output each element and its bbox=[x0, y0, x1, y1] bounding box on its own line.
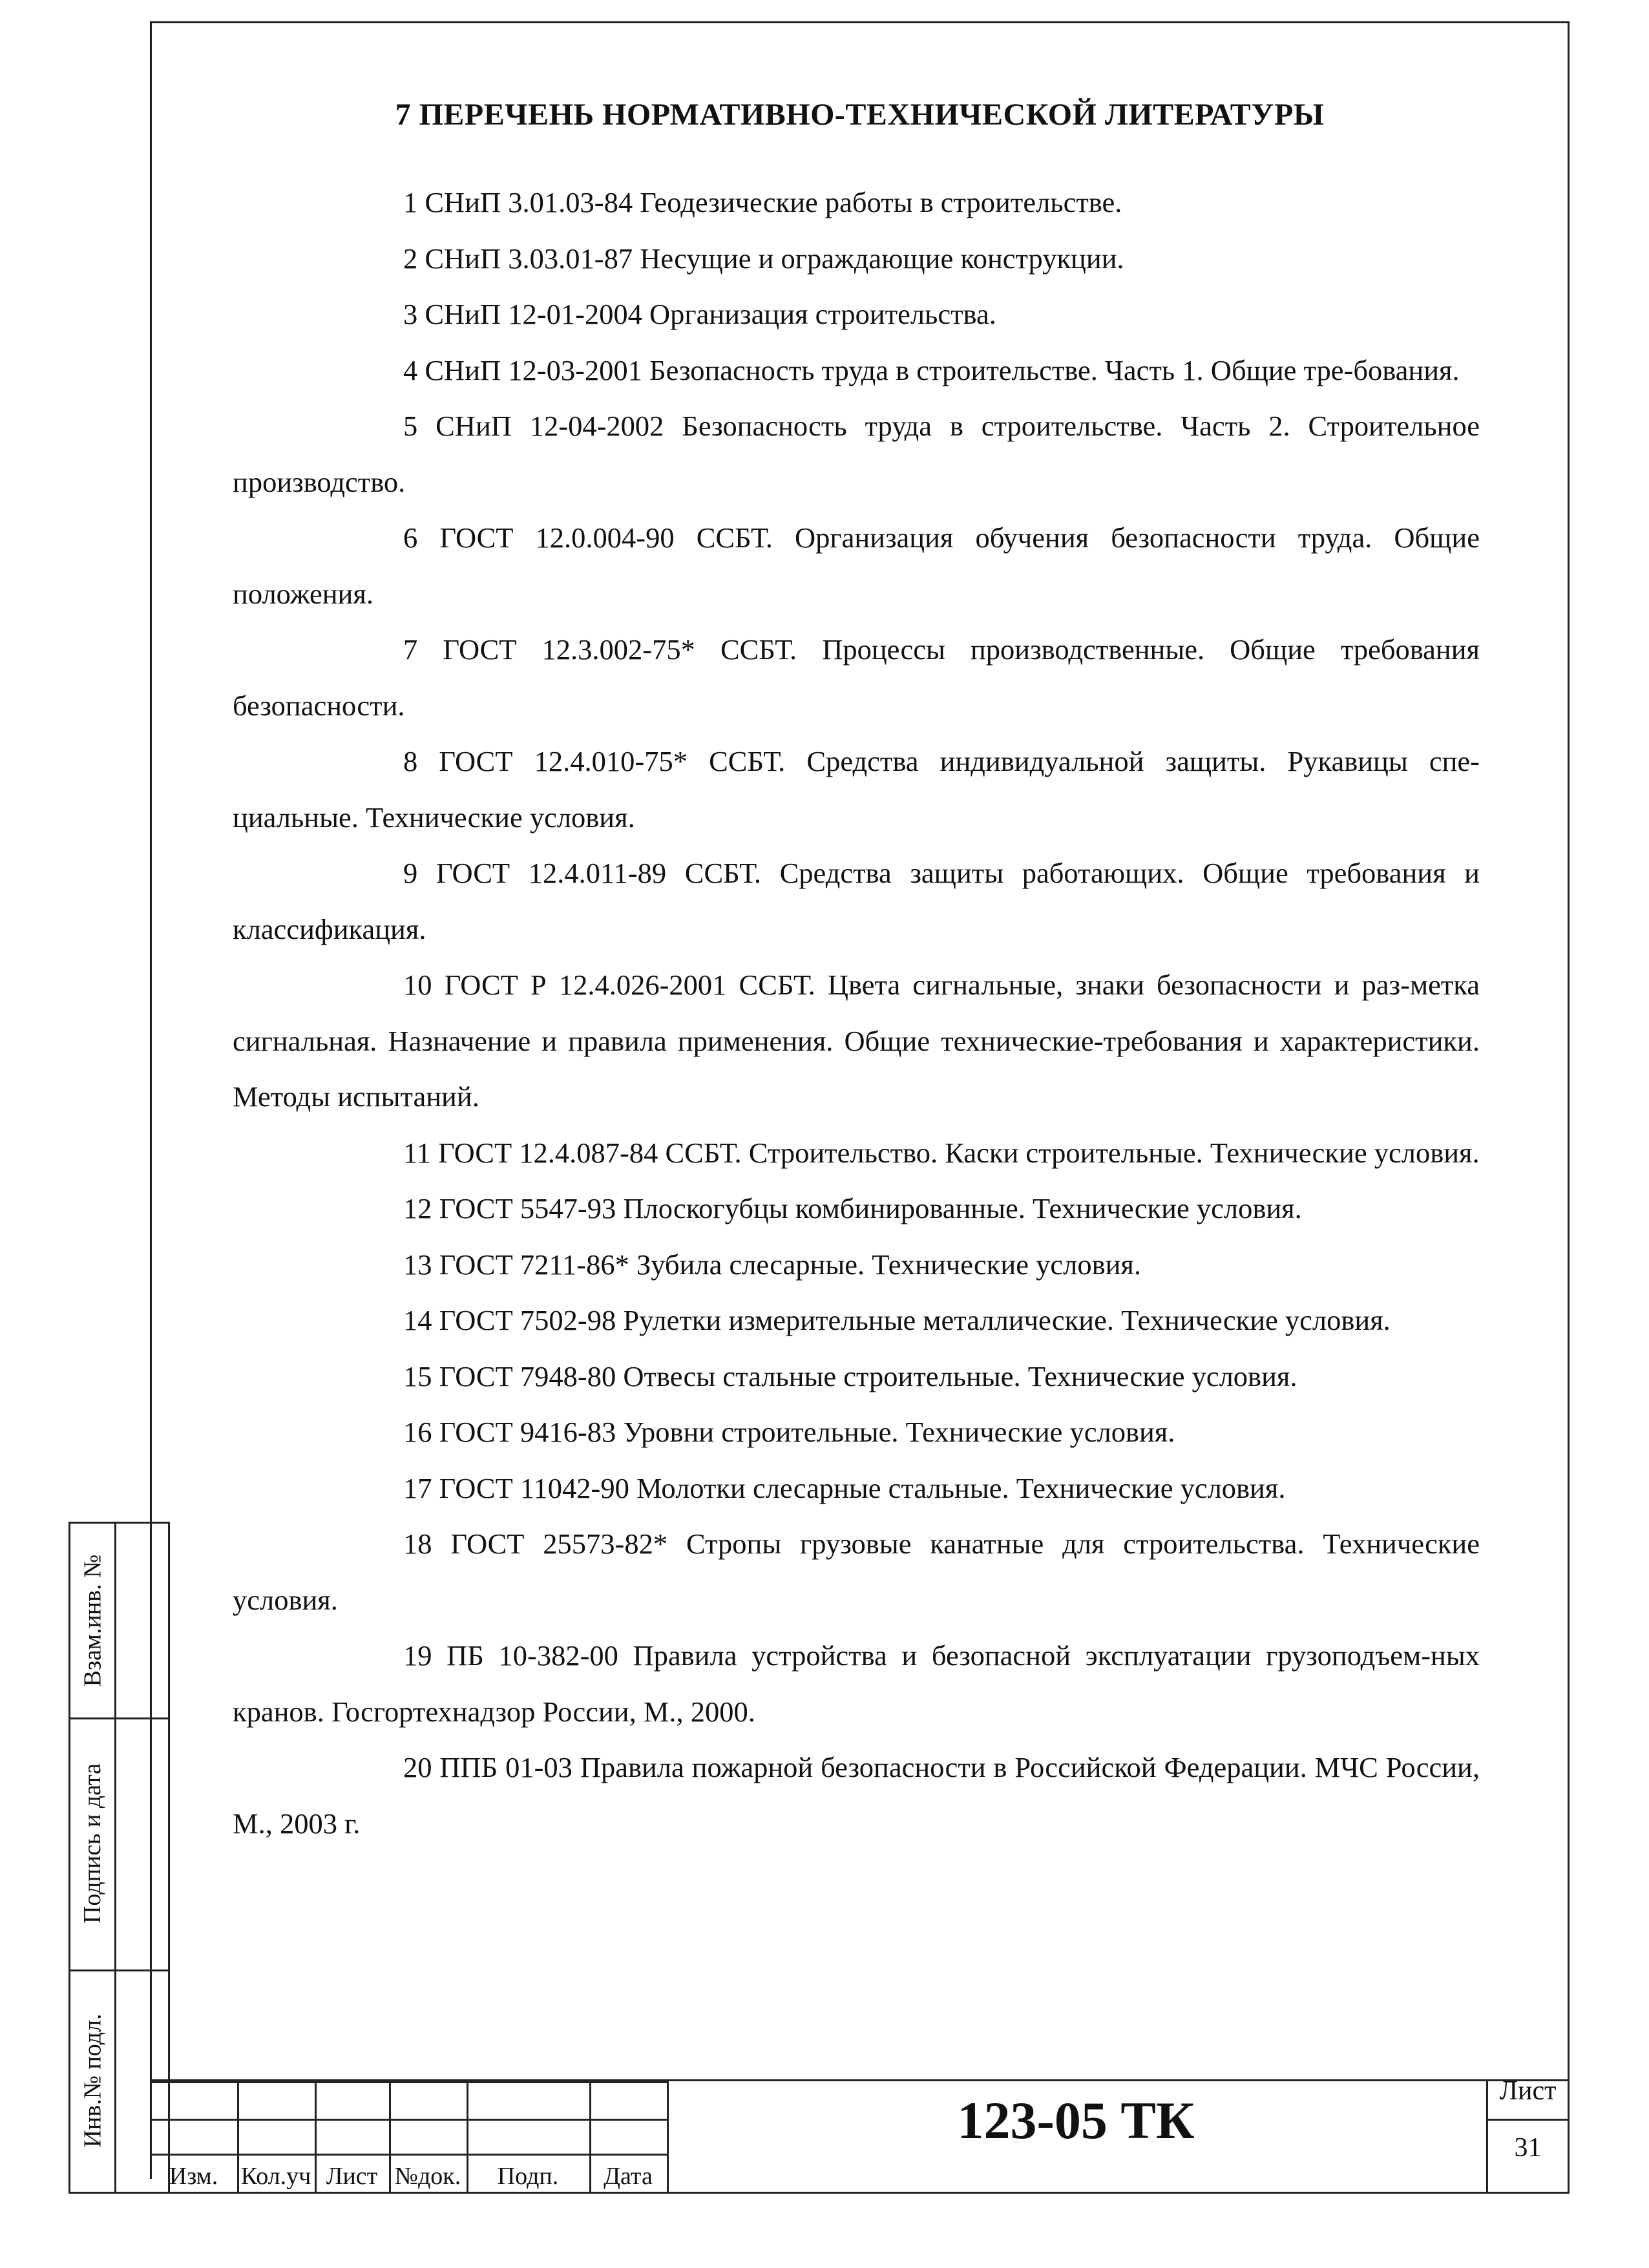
header-sheet: Лист bbox=[326, 2163, 378, 2190]
reference-text: ГОСТ 12.4.010-75* ССБТ. Средства индивидуальной защиты. Рукавицы спе-циальные. Технические условия. bbox=[233, 745, 1480, 834]
reference-text: ГОСТ Р 12.4.026-2001 ССБТ. Цвета сигнальные, знаки безопасности и раз-метка сигнальная. Назначение и правила применения. Общие технические-требования и характеристики. Методы испытаний. bbox=[233, 969, 1480, 1113]
reference-text: ГОСТ 7502-98 Рулетки измерительные металлические. Технические условия. bbox=[439, 1304, 1391, 1336]
reference-number: 18 bbox=[403, 1528, 432, 1560]
original-inv-label: Инв.№ подл. bbox=[79, 2013, 107, 2148]
reference-item bbox=[233, 1628, 1480, 1739]
reference-text: ГОСТ 7948-80 Отвесы стальные строительные. Технические условия. bbox=[439, 1360, 1297, 1392]
reference-number: 8 bbox=[403, 745, 418, 777]
reference-text: ГОСТ 7211-86* Зубила слесарные. Технические условия. bbox=[439, 1248, 1141, 1281]
header-date: Дата bbox=[604, 2163, 653, 2190]
reference-item bbox=[233, 174, 1480, 231]
reference-text: ГОСТ 12.4.011-89 ССБТ. Средства защиты работающих. Общие требования и классификация. bbox=[233, 857, 1480, 945]
reference-number: 10 bbox=[403, 969, 432, 1001]
reference-text: ГОСТ 12.0.004-90 ССБТ. Организация обучения безопасности труда. Общие положения. bbox=[233, 521, 1480, 610]
reference-item bbox=[233, 231, 1480, 287]
reference-text: ГОСТ 9416-83 Уровни строительные. Технические условия. bbox=[439, 1416, 1175, 1448]
reference-text: СНиП 3.01.03-84 Геодезические работы в строительстве. bbox=[425, 186, 1122, 218]
reference-number: 1 bbox=[403, 186, 418, 218]
section-title: 7 ПЕРЕЧЕНЬ НОРМАТИВНО-ТЕХНИЧЕСКОЙ ЛИТЕРАТУРЫ bbox=[395, 98, 1325, 132]
reference-item bbox=[233, 1739, 1480, 1851]
reference-item bbox=[233, 1237, 1480, 1293]
reference-item bbox=[233, 342, 1480, 399]
reference-text: ГОСТ 12.3.002-75* ССБТ. Процессы производственные. Общие требования безопасности. bbox=[233, 633, 1480, 722]
reference-text: ПБ 10-382-00 Правила устройства и безопасной эксплуатации грузоподъем-ных кранов. Госгортехнадзор России, М., 2000. bbox=[233, 1639, 1480, 1728]
header-doc-no: №док. bbox=[394, 2163, 461, 2190]
reference-number: 19 bbox=[403, 1639, 432, 1672]
reference-item bbox=[233, 1125, 1480, 1181]
reference-item bbox=[233, 957, 1480, 1125]
reference-text: СНиП 12-04-2002 Безопасность труда в строительстве. Часть 2. Строительное производство. bbox=[233, 410, 1480, 498]
document-code: 123-05 ТК bbox=[957, 2091, 1195, 2150]
reference-item bbox=[233, 1516, 1480, 1628]
header-change: Изм. bbox=[169, 2163, 218, 2190]
reference-item bbox=[233, 1292, 1480, 1349]
reference-number: 14 bbox=[403, 1304, 432, 1336]
reference-text: ГОСТ 12.4.087-84 ССБТ. Строительство. Каски строительные. Технические условия. bbox=[437, 1136, 1480, 1169]
reference-list bbox=[233, 174, 1480, 1851]
reference-text: СНиП 12-01-2004 Организация строительства. bbox=[425, 298, 996, 330]
reference-item bbox=[233, 1181, 1480, 1237]
reference-number: 17 bbox=[403, 1471, 432, 1504]
reference-text: ППБ 01-03 Правила пожарной безопасности в Российской Федерации. МЧС России, М., 2003 г. bbox=[233, 1751, 1480, 1840]
reference-number: 15 bbox=[403, 1360, 432, 1392]
header-signature: Подп. bbox=[497, 2163, 559, 2190]
reference-number: 12 bbox=[403, 1192, 432, 1224]
signature-date-label: Подпись и дата bbox=[79, 1763, 107, 1924]
reference-number: 11 bbox=[403, 1136, 431, 1169]
reference-number: 20 bbox=[403, 1751, 432, 1783]
reference-item bbox=[233, 286, 1480, 342]
reference-number: 3 bbox=[403, 298, 418, 330]
reference-number: 9 bbox=[403, 857, 418, 889]
reference-item bbox=[233, 510, 1480, 622]
reference-item bbox=[233, 1404, 1480, 1460]
reference-number: 16 bbox=[403, 1416, 432, 1448]
reference-item bbox=[233, 622, 1480, 733]
sheet-number: 31 bbox=[1514, 2133, 1542, 2163]
reference-number: 13 bbox=[403, 1248, 432, 1281]
reference-text: ГОСТ 5547-93 Плоскогубцы комбинированные. Технические условия. bbox=[439, 1192, 1302, 1224]
reference-text: ГОСТ 11042-90 Молотки слесарные стальные. Технические условия. bbox=[439, 1471, 1286, 1504]
reference-text: ГОСТ 25573-82* Стропы грузовые канатные для строительства. Технические условия. bbox=[233, 1528, 1480, 1616]
reference-item bbox=[233, 1349, 1480, 1405]
reference-item bbox=[233, 845, 1480, 957]
reference-number: 2 bbox=[403, 242, 418, 275]
reference-number: 5 bbox=[403, 410, 418, 442]
sheet-label: Лист bbox=[1499, 2076, 1557, 2106]
reference-text: СНиП 12-03-2001 Безопасность труда в строительстве. Часть 1. Общие тре-бования. bbox=[425, 353, 1460, 386]
reference-item bbox=[233, 398, 1480, 510]
replacement-inv-label: Взам.инв. № bbox=[79, 1554, 107, 1687]
reference-text: СНиП 3.03.01-87 Несущие и ограждающие конструкции. bbox=[425, 242, 1124, 275]
reference-number: 7 bbox=[403, 633, 418, 666]
reference-number: 6 bbox=[403, 521, 418, 554]
reference-item bbox=[233, 733, 1480, 845]
reference-number: 4 bbox=[403, 353, 418, 386]
header-count: Кол.уч bbox=[240, 2163, 311, 2190]
reference-item bbox=[233, 1460, 1480, 1517]
